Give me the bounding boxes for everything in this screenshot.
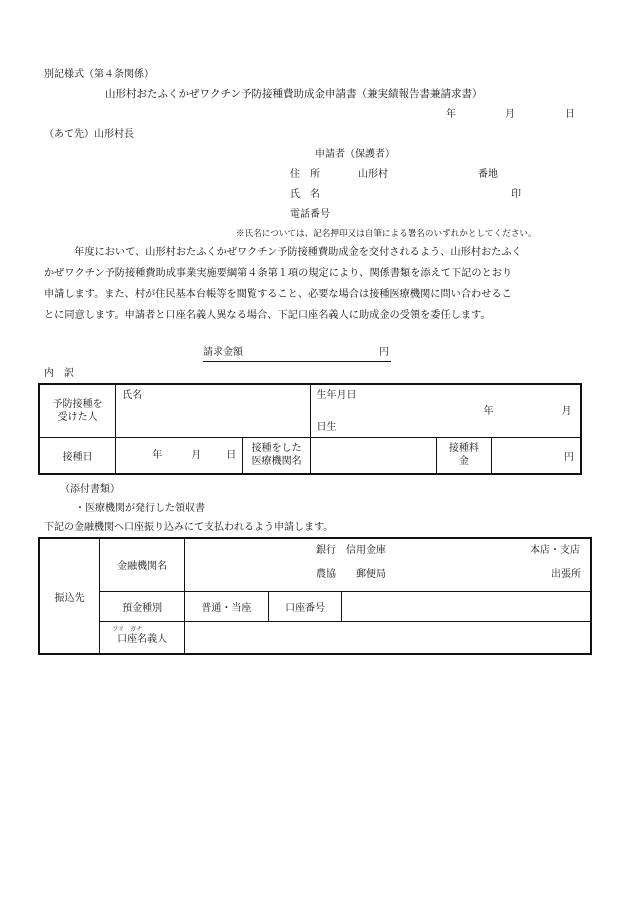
- clinic-name-cell[interactable]: [311, 437, 436, 474]
- transfer-label-cell: [39, 538, 100, 654]
- vacc-date-cell[interactable]: [116, 437, 242, 474]
- clinic-label: 接種をした: [251, 443, 302, 455]
- application-paragraph: [44, 242, 584, 326]
- address-suffix: 番地: [478, 169, 498, 180]
- deposit-type-cell[interactable]: [184, 591, 268, 621]
- vacc-date-label-cell: [39, 437, 116, 474]
- fee-unit: 円: [564, 451, 574, 463]
- clinic-label: 医療機関名: [251, 456, 302, 468]
- transfer-note: 下記の金融機関へ口座振り込みにて支払われるよう申請します。: [44, 522, 334, 533]
- holder-label: 口座名義人: [117, 633, 168, 645]
- fee-label: 接種料: [448, 443, 479, 455]
- account-number-label-cell: [268, 591, 342, 621]
- vacc-month: 月: [191, 449, 202, 461]
- holder-label-cell: [100, 621, 185, 654]
- attachments-heading: （添付書類）: [60, 484, 120, 495]
- bank-table: [38, 537, 592, 655]
- vacc-date-label: 接種日: [62, 451, 93, 463]
- phone-label: 電話番号: [290, 209, 330, 220]
- birth-month: 月: [561, 406, 572, 417]
- vaccinee-label: 受けた人: [57, 411, 98, 423]
- paragraph-line: かぜワクチン予防接種費助成事業実施要綱第４条第１項の規定により、関係書類を添えて下記のとおり: [44, 268, 513, 279]
- attachment-item: ・医療機関が発行した領収書: [75, 503, 205, 514]
- birthdate-label: 生年月日: [316, 390, 357, 401]
- vacc-year: 年: [152, 449, 163, 461]
- claim-amount-unit: 円: [379, 347, 389, 358]
- paragraph-line: 申請します。また、村が住民基本台帳等を閲覧すること、必要な場合は接種医療機関に問い合わせるこ: [44, 289, 512, 300]
- date-day: 日: [565, 109, 575, 120]
- account-number-label: 口座番号: [285, 602, 326, 614]
- name-label: 氏 名: [290, 189, 320, 200]
- claim-amount-label: 請求金額: [203, 347, 243, 358]
- breakdown-table: [38, 383, 582, 475]
- signature-note: ※氏名については、記名押印又は自筆による署名のいずれかとしてください。: [236, 229, 537, 239]
- form-number: 別記様式（第４条関係）: [44, 69, 154, 80]
- branch-line2: 出張所: [550, 569, 581, 580]
- institution-cell[interactable]: [184, 538, 591, 591]
- seal-mark: 印: [511, 189, 521, 200]
- fee-amount-cell[interactable]: [491, 437, 581, 474]
- vaccinee-name-label: 氏名: [122, 390, 143, 401]
- fee-label-cell: [436, 437, 491, 474]
- paragraph-line: とに同意します。申請者と口座名義人異なる場合、下記口座名義人に助成金の受領を委任します。: [44, 310, 491, 321]
- addressee: （あて先）山形村長: [44, 129, 134, 140]
- deposit-type-options: 普通・当座: [201, 602, 252, 614]
- institution-label: 金融機関名: [117, 561, 168, 573]
- date-year: 年: [446, 109, 456, 120]
- vaccinee-label-cell: [39, 384, 116, 437]
- deposit-type-label: 預金種別: [122, 602, 163, 614]
- vaccinee-name-cell[interactable]: [116, 384, 311, 437]
- holder-ruby: フリ ガナ: [112, 625, 143, 633]
- birth-day: 日生: [316, 422, 337, 433]
- branch-line1: 本店・支店: [529, 545, 580, 556]
- clinic-label-cell: [242, 437, 311, 474]
- institution-label-cell: [100, 538, 185, 591]
- vaccinee-label: 予防接種を: [52, 398, 103, 410]
- bank-types-line2: 農協 郵便局: [315, 569, 386, 580]
- address-village: 山形村: [358, 169, 388, 180]
- vacc-day: 日: [226, 449, 237, 461]
- fee-label: 金: [458, 456, 469, 468]
- holder-name-cell[interactable]: [184, 621, 591, 654]
- date-month: 月: [505, 109, 515, 120]
- form-title: 山形村おたふくかぜワクチン予防接種費助成金申請書（兼実績報告書兼請求書）: [105, 88, 483, 100]
- birth-year: 年: [483, 406, 494, 417]
- birthdate-cell[interactable]: [311, 384, 581, 437]
- paragraph-line: 年度において、山形村おたふくかぜワクチン予防接種費助成金を交付されるよう、山形村おたふく: [64, 247, 522, 258]
- transfer-label: 振込先: [54, 592, 85, 604]
- address-label: 住 所: [290, 169, 320, 180]
- bank-types-line1: 銀行 信用金庫: [315, 545, 386, 556]
- account-number-cell[interactable]: [342, 591, 591, 621]
- breakdown-heading: 内 訳: [44, 368, 74, 379]
- applicant-heading: 申請者（保護者）: [315, 149, 395, 160]
- deposit-type-label-cell: [100, 591, 185, 621]
